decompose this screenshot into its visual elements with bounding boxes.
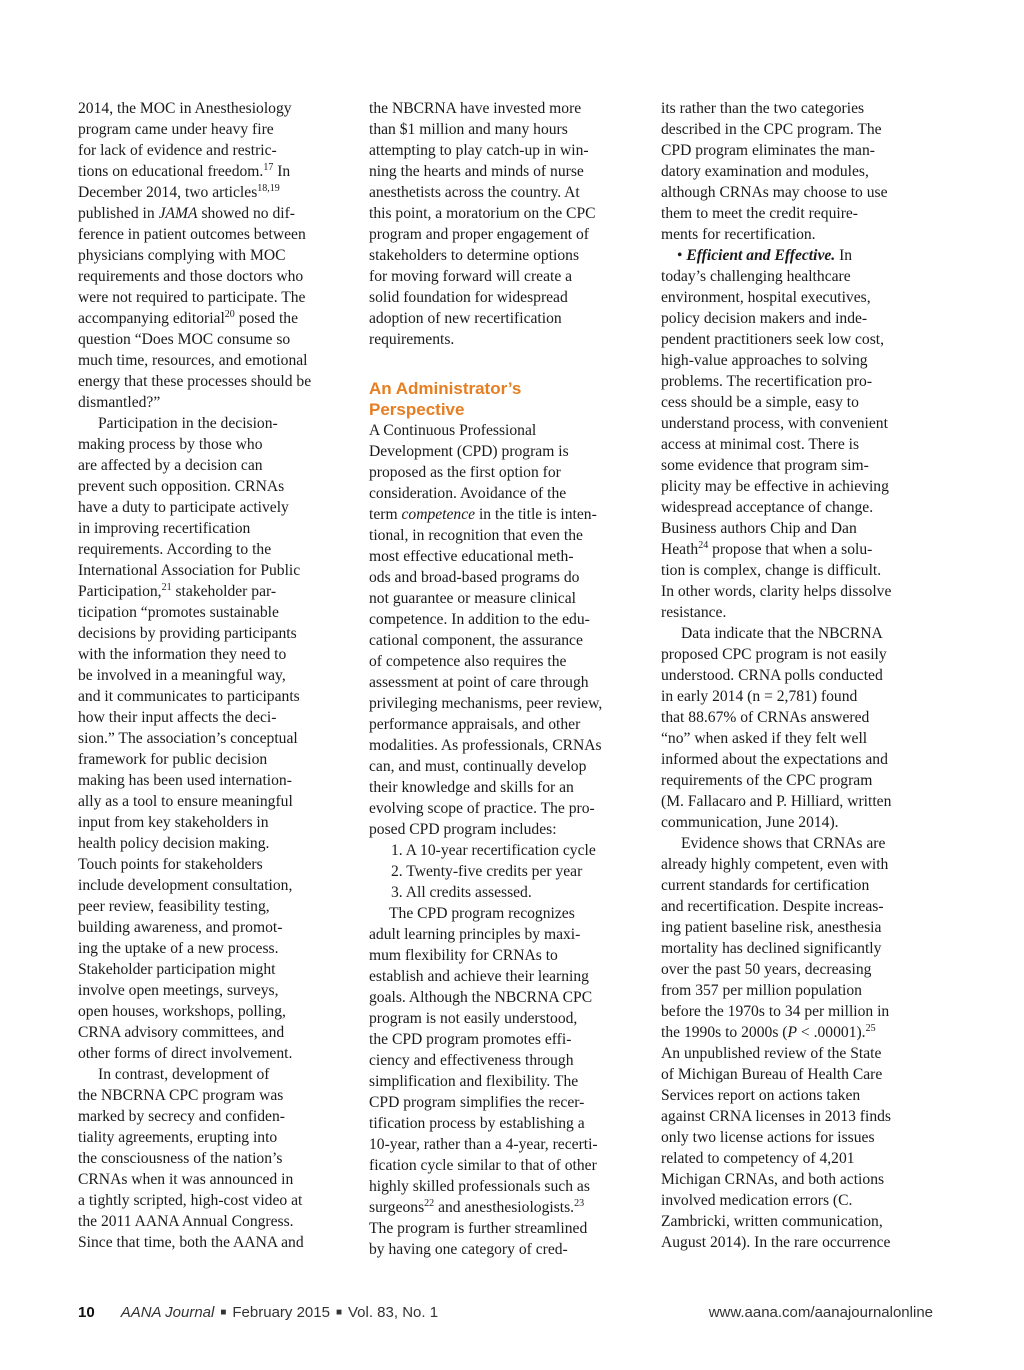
text-line: modalities. As professionals, CRNAs <box>369 737 602 754</box>
paragraph <box>661 833 933 1253</box>
text-line: a tightly scripted, high-cost video at <box>78 1192 303 1209</box>
text-line: tional, in recognition that even the <box>369 527 583 544</box>
text-line: the CPD program promotes effi- <box>369 1031 572 1048</box>
text-line: although CRNAs may choose to use <box>661 184 888 201</box>
text-line: tiality agreements, erupting into <box>78 1129 278 1146</box>
text-line: access at minimal cost. There is <box>661 436 860 453</box>
paragraph <box>78 413 348 1064</box>
paragraph <box>369 420 631 840</box>
text-line: tification process by establishing a <box>369 1115 585 1132</box>
text-line: making has been used internation- <box>78 772 292 789</box>
text-line: sion.” The association’s conceptual <box>78 730 298 747</box>
text-line: published in JAMA showed no dif- <box>78 205 295 222</box>
text-line: The CPD program recognizes <box>389 905 575 922</box>
text-line: posed CPD program includes: <box>369 821 557 838</box>
text-line: Zambricki, written communication, <box>661 1213 883 1230</box>
text-line: ments for recertification. <box>661 226 816 243</box>
page-number: 10 <box>78 1304 95 1321</box>
text-line: other forms of direct involvement. <box>78 1045 293 1062</box>
text-line: program is not easily understood, <box>369 1010 578 1027</box>
text-line: mum flexibility for CRNAs to <box>369 947 558 964</box>
text-line: 2014, the MOC in Anesthesiology <box>78 100 292 117</box>
column-2 <box>369 98 631 1260</box>
text-line: fication cycle similar to that of other <box>369 1157 597 1174</box>
text-line: for lack of evidence and restric- <box>78 142 277 159</box>
text-line: Data indicate that the NBCRNA <box>681 625 883 642</box>
volume: Vol. 83, No. 1 <box>348 1304 439 1321</box>
text-line: that 88.67% of CRNAs answered <box>661 709 870 726</box>
text-line: energy that these processes should be <box>78 373 312 390</box>
text-line: cess should be a simple, easy to <box>661 394 859 411</box>
text-line: of competence also requires the <box>369 653 567 670</box>
text-line: Evidence shows that CRNAs are <box>681 835 886 852</box>
text-line: International Association for Public <box>78 562 301 579</box>
text-line: requirements and those doctors who <box>78 268 304 285</box>
text-line: open houses, workshops, polling, <box>78 1003 286 1020</box>
text-line: plicity may be effective in achieving <box>661 478 889 495</box>
text-line: the NBCRNA have invested more <box>369 100 582 117</box>
text-line: resistance. <box>661 604 727 621</box>
text-line: current standards for certification <box>661 877 870 894</box>
text-line: health policy decision making. <box>78 835 270 852</box>
numbered-list <box>369 840 631 903</box>
text-line: in improving recertification <box>78 520 251 537</box>
text-line: be involved in a meaningful way, <box>78 667 286 684</box>
citation: 24 <box>698 540 709 551</box>
text-line: policy decision makers and inde- <box>661 310 868 327</box>
text-line: involved medication errors (C. <box>661 1192 853 1209</box>
text-line: attempting to play catch-up in win- <box>369 142 589 159</box>
text-line: Participation in the decision- <box>98 415 278 432</box>
text-line: In contrast, development of <box>98 1066 270 1083</box>
text-line: today’s challenging healthcare <box>661 268 851 285</box>
text-line: building awareness, and promot- <box>78 919 283 936</box>
text-line: establish and achieve their learning <box>369 968 589 985</box>
text-line: CPD program simplifies the recer- <box>369 1094 585 1111</box>
text-line: Heath$^{24}$ propose that when a solu- <box>661 540 873 558</box>
text-line: problems. The recertification pro- <box>661 373 873 390</box>
paragraph <box>369 903 631 1260</box>
citation: 17 <box>263 162 274 173</box>
text-line: its rather than the two categories <box>661 100 865 117</box>
text-line: privileging mechanisms, peer review, <box>369 695 603 712</box>
text-line: were not required to participate. The <box>78 289 306 306</box>
text-line: question “Does MOC consume so <box>78 331 291 348</box>
text-line: in early 2014 (n = 2,781) found <box>661 688 858 705</box>
citation: 22 <box>424 1198 435 1209</box>
list-item: 3. All credits assessed. <box>391 884 532 901</box>
text-line: ing patient baseline risk, anesthesia <box>661 919 882 936</box>
text-line: CRNAs when it was announced in <box>78 1171 294 1188</box>
text-line: and recertification. Despite increas- <box>661 898 884 915</box>
text-line: competence. In addition to the edu- <box>369 611 590 628</box>
text-line: understood. CRNA polls conducted <box>661 667 883 684</box>
text-line: of Michigan Bureau of Health Care <box>661 1066 883 1083</box>
text-line: The program is further streamlined <box>369 1220 588 1237</box>
text-line: anesthetists across the country. At <box>369 184 580 201</box>
text-line: prevent such opposition. CRNAs <box>78 478 285 495</box>
text-line: program came under heavy fire <box>78 121 274 138</box>
text-line: ing the uptake of a new process. <box>78 940 279 957</box>
text-line: dismantled?” <box>78 394 161 411</box>
text-line: the NBCRNA CPC program was <box>78 1087 284 1104</box>
text-line: adoption of new recertification <box>369 310 562 327</box>
text-line: peer review, feasibility testing, <box>78 898 270 915</box>
text-line: mortality has declined significantly <box>661 940 882 957</box>
text-line: Services report on actions taken <box>661 1087 861 1104</box>
text-line: related to competency of 4,201 <box>661 1150 855 1167</box>
text-line: Development (CPD) program is <box>369 443 569 460</box>
text-line: adult learning principles by maxi- <box>369 926 581 943</box>
journal-title: AANA Journal <box>120 1304 215 1321</box>
text-line: program and proper engagement of <box>369 226 589 243</box>
text-line: December 2014, two articles$^{18,19}$ <box>78 183 280 201</box>
text-line: framework for public decision <box>78 751 268 768</box>
text-line: them to meet the credit require- <box>661 205 859 222</box>
text-line: Stakeholder participation might <box>78 961 276 978</box>
list-item: 1. A 10-year recertification cycle <box>391 842 596 859</box>
paragraph <box>661 623 933 833</box>
text-line: ference in patient outcomes between <box>78 226 306 243</box>
text-line: have a duty to participate actively <box>78 499 289 516</box>
text-line: ning the hearts and minds of nurse <box>369 163 584 180</box>
text-line: decisions by providing participants <box>78 625 297 642</box>
text-line: include development consultation, <box>78 877 293 894</box>
text-line: evolving scope of practice. The pro- <box>369 800 595 817</box>
paragraph <box>78 1064 348 1253</box>
separator-icon: ■ <box>335 1307 342 1318</box>
journal-url[interactable]: www.aana.com/aanajournalonline <box>708 1304 933 1321</box>
text-line: term competence in the title is inten- <box>369 506 597 523</box>
text-line: performance appraisals, and other <box>369 716 581 733</box>
text-line: goals. Although the NBCRNA CPC <box>369 989 593 1006</box>
text-line: accompanying editorial$^{20}$ posed the <box>78 309 299 327</box>
text-line: by having one category of cred- <box>369 1241 568 1258</box>
text-line: widespread acceptance of change. <box>661 499 874 516</box>
text-line: Participation,$^{21}$ stakeholder par- <box>78 582 277 600</box>
text-line: proposed CPC program is not easily <box>661 646 887 663</box>
citation: 23 <box>574 1198 585 1209</box>
text-line: over the past 50 years, decreasing <box>661 961 872 978</box>
text-line: • Efficient and Effective. In <box>677 247 853 264</box>
paragraph <box>661 98 933 245</box>
paragraph <box>78 98 348 413</box>
citation: 20 <box>224 309 235 320</box>
paragraph <box>661 245 933 623</box>
text-line: physicians complying with MOC <box>78 247 286 264</box>
text-line: “no” when asked if they felt well <box>661 730 868 747</box>
separator-icon: ■ <box>220 1307 227 1318</box>
text-line: ally as a tool to ensure meaningful <box>78 793 293 810</box>
text-line: Since that time, both the AANA and <box>78 1234 304 1251</box>
text-line: ticipation “promotes sustainable <box>78 604 279 621</box>
text-line: cational component, the assurance <box>369 632 583 649</box>
text-line: informed about the expectations and <box>661 751 888 768</box>
text-line: requirements. <box>369 331 455 348</box>
text-line: communication, June 2014). <box>661 814 839 831</box>
text-line: much time, resources, and emotional <box>78 352 308 369</box>
text-line: and it communicates to participants <box>78 688 300 705</box>
text-line: involve open meetings, surveys, <box>78 982 279 999</box>
text-line: the 2011 AANA Annual Congress. <box>78 1213 294 1230</box>
text-line: highly skilled professionals such as <box>369 1178 590 1195</box>
text-line: their knowledge and skills for an <box>369 779 574 796</box>
text-line: assessment at point of care through <box>369 674 589 691</box>
text-line: the 1990s to 2000s (P < .00001).$^{25}$ <box>661 1023 876 1041</box>
text-line: stakeholders to determine options <box>369 247 580 264</box>
citation: 21 <box>161 582 172 593</box>
text-line: before the 1970s to 34 per million in <box>661 1003 890 1020</box>
text-line: than $1 million and many hours <box>369 121 568 138</box>
page-footer <box>78 1304 933 1321</box>
text-line: environment, hospital executives, <box>661 289 871 306</box>
text-line: surgeons$^{22}$ and anesthesiologists.$^{23}$ <box>369 1198 585 1216</box>
citation: 25 <box>865 1023 876 1034</box>
text-line: pendent practitioners seek low cost, <box>661 331 885 348</box>
text-line: simplification and flexibility. The <box>369 1073 579 1090</box>
text-line: from 357 per million population <box>661 982 862 999</box>
list-item: 2. Twenty-five credits per year <box>391 863 583 880</box>
text-line: tions on educational freedom.$^{17}$ In <box>78 162 291 180</box>
text-line: most effective educational meth- <box>369 548 574 565</box>
text-line: this point, a moratorium on the CPC <box>369 205 596 222</box>
text-line: already highly competent, even with <box>661 856 889 873</box>
paragraph <box>369 98 631 350</box>
column-1 <box>78 98 348 1253</box>
text-line: high-value approaches to solving <box>661 352 868 369</box>
text-line: Touch points for stakeholders <box>78 856 263 873</box>
text-line: Michigan CRNAs, and both actions <box>661 1171 885 1188</box>
text-line: requirements. According to the <box>78 541 272 558</box>
text-line: with the information they need to <box>78 646 287 663</box>
text-line: ods and broad-based programs do <box>369 569 580 586</box>
text-line: proposed as the first option for <box>369 464 561 481</box>
text-line: how their input affects the deci- <box>78 709 277 726</box>
text-line: An unpublished review of the State <box>661 1045 882 1062</box>
text-line: the consciousness of the nation’s <box>78 1150 283 1167</box>
text-line: solid foundation for widespread <box>369 289 568 306</box>
issue-date: February 2015 <box>232 1304 330 1321</box>
text-line: making process by those who <box>78 436 263 453</box>
text-line: A Continuous Professional <box>369 422 537 439</box>
text-line: described in the CPC program. The <box>661 121 882 138</box>
section-heading: An Administrator’s Perspective <box>369 379 522 419</box>
text-line: ciency and effectiveness through <box>369 1052 574 1069</box>
text-line: CPD program eliminates the man- <box>661 142 875 159</box>
text-line: (M. Fallacaro and P. Hilliard, written <box>661 793 892 810</box>
text-line: understand process, with convenient <box>661 415 888 432</box>
text-line: not guarantee or measure clinical <box>369 590 576 607</box>
text-line: In other words, clarity helps dissolve <box>661 583 892 600</box>
text-line: some evidence that program sim- <box>661 457 869 474</box>
text-line: CRNA advisory committees, and <box>78 1024 285 1041</box>
text-line: 10-year, rather than a 4-year, recerti- <box>369 1136 598 1153</box>
text-line: input from key stakeholders in <box>78 814 269 831</box>
text-line: can, and must, continually develop <box>369 758 587 775</box>
text-line: tion is complex, change is difficult. <box>661 562 882 579</box>
citation: 18,19 <box>257 183 280 194</box>
subheading: Efficient and Effective. <box>686 247 836 264</box>
journal-name: JAMA <box>158 205 198 222</box>
text-line: Business authors Chip and Dan <box>661 520 857 537</box>
text-line: only two license actions for issues <box>661 1129 875 1146</box>
text-line: consideration. Avoidance of the <box>369 485 567 502</box>
text-line: requirements of the CPC program <box>661 772 873 789</box>
text-line: datory examination and modules, <box>661 163 869 180</box>
column-3 <box>661 98 933 1253</box>
text-line: are affected by a decision can <box>78 457 263 474</box>
text-line: August 2014). In the rare occurrence <box>661 1234 891 1251</box>
text-line: against CRNA licenses in 2013 finds <box>661 1108 891 1125</box>
text-line: marked by secrecy and confiden- <box>78 1108 285 1125</box>
text-line: for moving forward will create a <box>369 268 573 285</box>
